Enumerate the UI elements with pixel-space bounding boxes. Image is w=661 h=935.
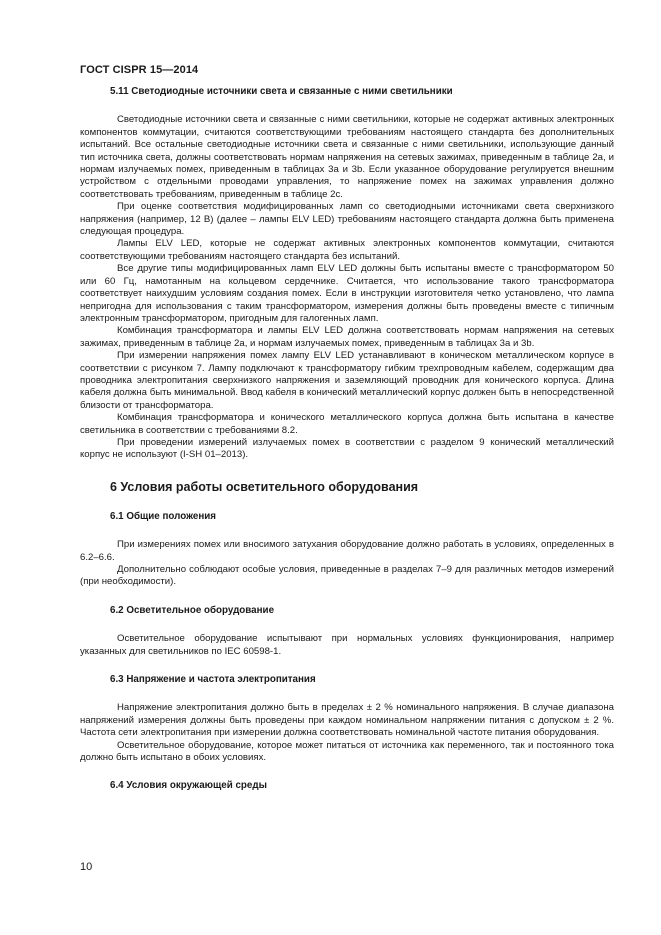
paragraph: Осветительное оборудование испытывают при нормальных условиях функционирования, например указанных для светильников по IEC 60598-1. — [80, 633, 614, 657]
paragraph: При измерении напряжения помех лампу ELV LED устанавливают в коническом металлическом корпусе в соответствии с рисунком 7. Лампу подключают к трансформатору гибким трехпроводным кабелем, содержащим два проводника электропитания сверхнизкого напряжения и заземляющий проводник для конического корпуса. Длина кабеля должна быть минимальной. Ввод кабеля в конический металлический корпус должен быть в непосредственной близости от трансформатора. — [80, 350, 614, 411]
section-6-heading: 6 Условия работы осветительного оборудования — [110, 479, 419, 494]
page-content — [80, 86, 614, 793]
standard-code-header: ГОСТ CISPR 15—2014 — [80, 64, 199, 76]
paragraph: Светодиодные источники света и связанные с ними светильники, которые не содержат активных электронных компонентов коммутации, считаются соответствующими требованиям настоящего стандарта без дополнительных испытаний. Все остальные светодиодные источники света и связанные с ними светильники, использующие данный тип источника света, должны соответствовать нормам напряжения на сетевых зажимах, приведенным в таблице 2а, и нормам излучаемых помех, приведенным в таблицах 3а и 3b. Если указанное оборудование регулируется внешним устройством с отдельными проводами управления, то напряжение помех на зажимах управления должно соответствовать требованиям, приведенным в таблице 2с. — [80, 114, 614, 200]
paragraph: При оценке соответствия модифицированных ламп со светодиодными источниками света сверхнизкого напряжения (например, 12 В) (далее – лампы ELV LED) требованиям настоящего стандарта должна быть применена следующая процедура. — [80, 201, 614, 238]
paragraph: Комбинация трансформатора и конического металлического корпуса должна быть испытана в качестве светильника в соответствии с требованиями 8.2. — [80, 412, 614, 436]
section-5-11-heading: 5.11 Светодиодные источники света и связанные с ними светильники — [110, 86, 453, 97]
section-6-3-heading: 6.3 Напряжение и частота электропитания — [110, 674, 316, 686]
paragraph: Осветительное оборудование, которое может питаться от источника как переменного, так и постоянного тока должно быть испытано в обоих условиях. — [80, 739, 614, 764]
paragraph: При измерениях помех или вносимого затухания оборудование должно работать в условиях, определенных в 6.2–6.6. — [80, 539, 614, 563]
paragraph: Напряжение электропитания должно быть в пределах ± 2 % номинального напряжения. В случае диапазона напряжений измерения должны быть проведены при каждом номинальном напряжении питания с допуском ± 2 %. Частота сети электропитания при измерении должна соответствовать номинальной частоте питания оборудования. — [80, 702, 614, 739]
page-number: 10 — [80, 861, 93, 873]
paragraph: Все другие типы модифицированных ламп ELV LED должны быть испытаны вместе с трансформатором 50 или 60 Гц, намотанным на кольцевом сердечнике. Считается, что использование такого трансформатора соответствует наихудшим условиям создания помех. Если в инструкции изготовителя четко установлено, что лампа непригодна для использования с таким трансформатором, измерения должны быть проведены вместе с типичным электронным трансформатором, пригодным для галогенных ламп. — [80, 263, 614, 324]
section-6-2-heading: 6.2 Осветительное оборудование — [110, 604, 275, 616]
section-6-1-heading: 6.1 Общие положения — [110, 510, 217, 522]
paragraph: При проведении измерений излучаемых помех в соответствии с разделом 9 конический металлический корпус не используют (I-SH 01–2013). — [80, 436, 614, 461]
paragraph: Комбинация трансформатора и лампы ELV LED должна соответствовать нормам напряжения на сетевых зажимах, приведенным в таблице 2а, и нормам излучаемых помех, приведенным в таблицах 3а и 3b. — [80, 325, 614, 349]
paragraph: Лампы ELV LED, которые не содержат активных электронных компонентов коммутации, считаются соответствующими требованиям настоящего стандарта без испытаний. — [80, 238, 614, 262]
section-6-4-heading: 6.4 Условия окружающей среды — [110, 780, 267, 792]
paragraph: Дополнительно соблюдают особые условия, приведенные в разделах 7–9 для различных методов измерений (при необходимости). — [80, 564, 614, 588]
